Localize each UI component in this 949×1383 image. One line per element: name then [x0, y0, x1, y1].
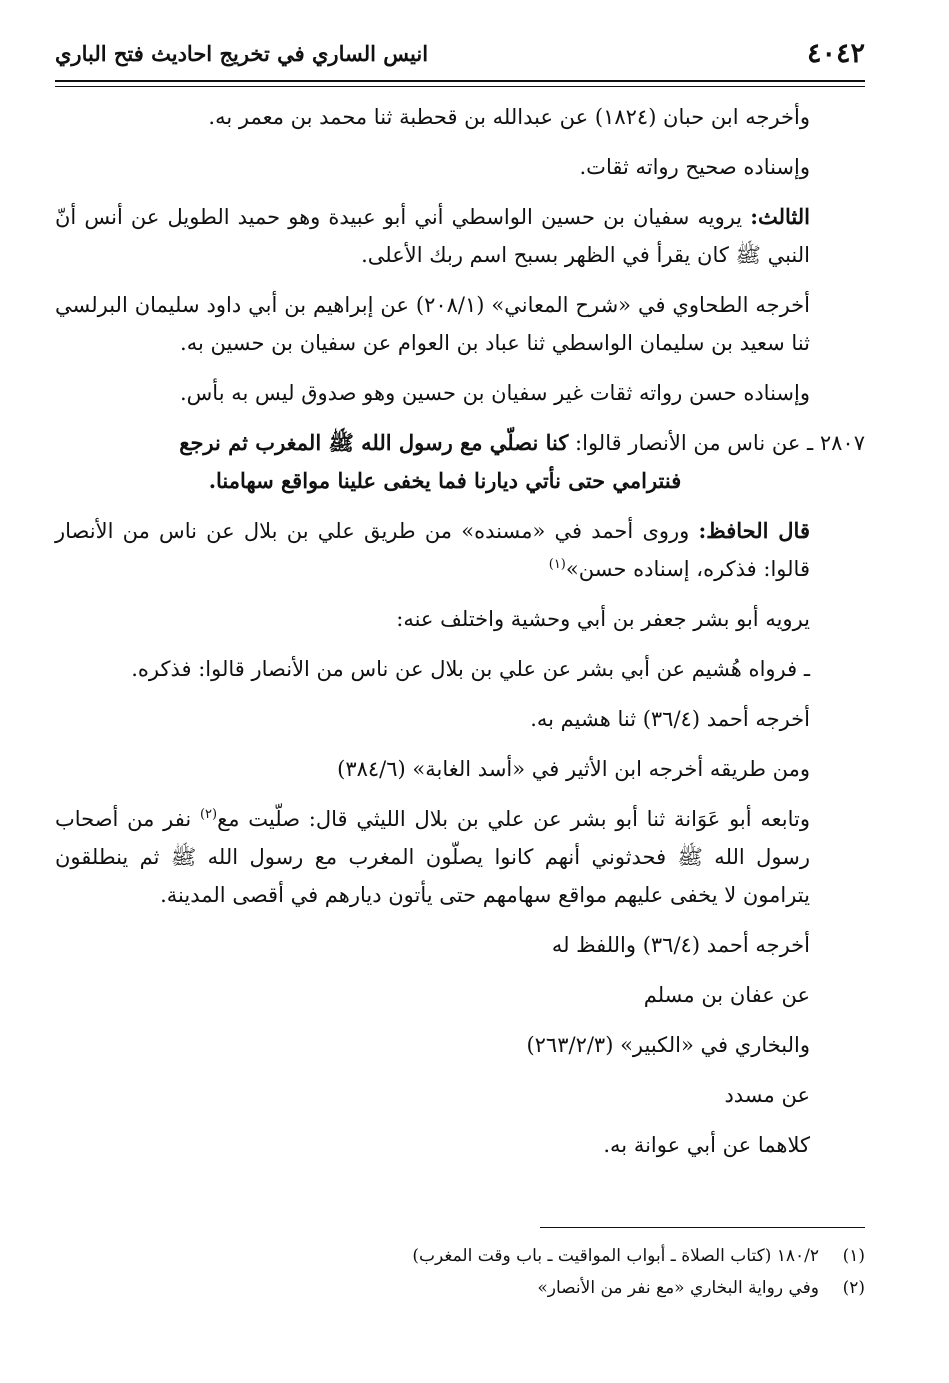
footnote-ref[interactable]: (٢)	[199, 807, 218, 822]
paragraph: ومن طريقه أخرجه ابن الأثير في «أسد الغابة» (٣٨٤/٦)	[337, 757, 810, 781]
footnote-mark: (١)	[842, 1246, 865, 1266]
paragraph: وإسناده حسن رواته ثقات غير سفيان بن حسين وهو صدوق ليس به بأس.	[180, 381, 810, 405]
paragraph: والبخاري في «الكبير» (٢٦٣/٢/٣)	[526, 1033, 810, 1057]
section-label: قال الحافظ:	[698, 518, 810, 543]
hadith-text-continued: فنترامي حتى نأتي ديارنا فما يخفى علينا مواقع سهامنا.	[208, 468, 682, 493]
page-number: ٤٠٤٢	[806, 37, 865, 69]
header-rule-thin	[55, 86, 865, 87]
paragraph: أخرجه أحمد (٣٦/٤) واللفظ له	[551, 933, 810, 957]
paragraph: أخرجه الطحاوي في «شرح المعاني» (٢٠٨/١) عن إبراهيم بن أبي داود سليمان البرلسي ثنا سعيد بن سليمان الواسطي ثنا عباد بن العوام عن سفيان بن حسين به.	[55, 293, 810, 355]
paragraph: يرويه أبو بشر جعفر بن أبي وحشية واختلف عنه:	[396, 607, 810, 631]
hadith-entry	[55, 424, 865, 500]
paragraph: أخرجه أحمد (٣٦/٤) ثنا هشيم به.	[530, 707, 810, 731]
paragraph-text: نفر من أصحاب رسول الله ﷺ فحدثوني أنهم كانوا يصلّون المغرب مع رسول الله ﷺ ثم ينطلقون يترامون لا يخفى عليهم مواقع سهامهم حتى يأتون ديارهم في أقصى المدينة.	[55, 807, 810, 907]
paragraph: وأخرجه ابن حبان (١٨٢٤) عن عبدالله بن قحطبة ثنا محمد بن معمر به.	[208, 105, 810, 129]
hadith-number: ٢٨٠٧ ـ عن ناس من الأنصار قالوا:	[568, 431, 865, 455]
footnote-mark: (٢)	[842, 1278, 865, 1298]
footnotes	[55, 1240, 865, 1304]
paragraph: عن مسدد	[724, 1083, 810, 1107]
paragraph-text: وتابعه أبو عَوَانة ثنا أبو بشر عن علي بن بلال الليثي قال: صلّيت مع	[217, 807, 810, 831]
footnote	[55, 1272, 865, 1304]
page-header	[55, 30, 865, 76]
header-rule	[55, 80, 865, 82]
paragraph	[55, 800, 865, 914]
paragraph-text: وروى أحمد في «مسنده» من طريق علي بن بلال عن ناس من الأنصار قالوا: فذكره، إسناده حسن»	[55, 519, 810, 581]
section-label: الثالث:	[750, 204, 810, 229]
running-title: انيس الساري في تخريج احاديث فتح الباري	[55, 40, 429, 66]
paragraph: وإسناده صحيح رواته ثقات.	[579, 155, 810, 179]
paragraph: ـ فرواه هُشيم عن أبي بشر عن علي بن بلال عن ناس من الأنصار قالوا: فذكره.	[131, 657, 810, 681]
footnote-rule	[540, 1227, 865, 1228]
footnote	[55, 1240, 865, 1272]
paragraph	[55, 198, 865, 274]
hadith-text: كنا نصلّي مع رسول الله ﷺ المغرب ثم نرجع	[179, 430, 569, 455]
paragraph: كلاهما عن أبي عوانة به.	[603, 1133, 810, 1157]
paragraph	[55, 512, 865, 588]
footnote-text: وفي رواية البخاري «مع نفر من الأنصار»	[537, 1278, 819, 1298]
page-body	[55, 98, 865, 1176]
paragraph-text: يرويه سفيان بن حسين الواسطي أني أبو عبيدة وهو حميد الطويل عن أنس أنّ النبي ﷺ كان يقرأ في الظهر بسبح اسم ربك الأعلى.	[55, 205, 810, 267]
footnote-text: ١٨٠/٢ (كتاب الصلاة ـ أبواب المواقيت ـ باب وقت المغرب)	[412, 1246, 819, 1266]
footnote-ref[interactable]: (١)	[548, 557, 566, 572]
paragraph: عن عفان بن مسلم	[643, 983, 810, 1007]
